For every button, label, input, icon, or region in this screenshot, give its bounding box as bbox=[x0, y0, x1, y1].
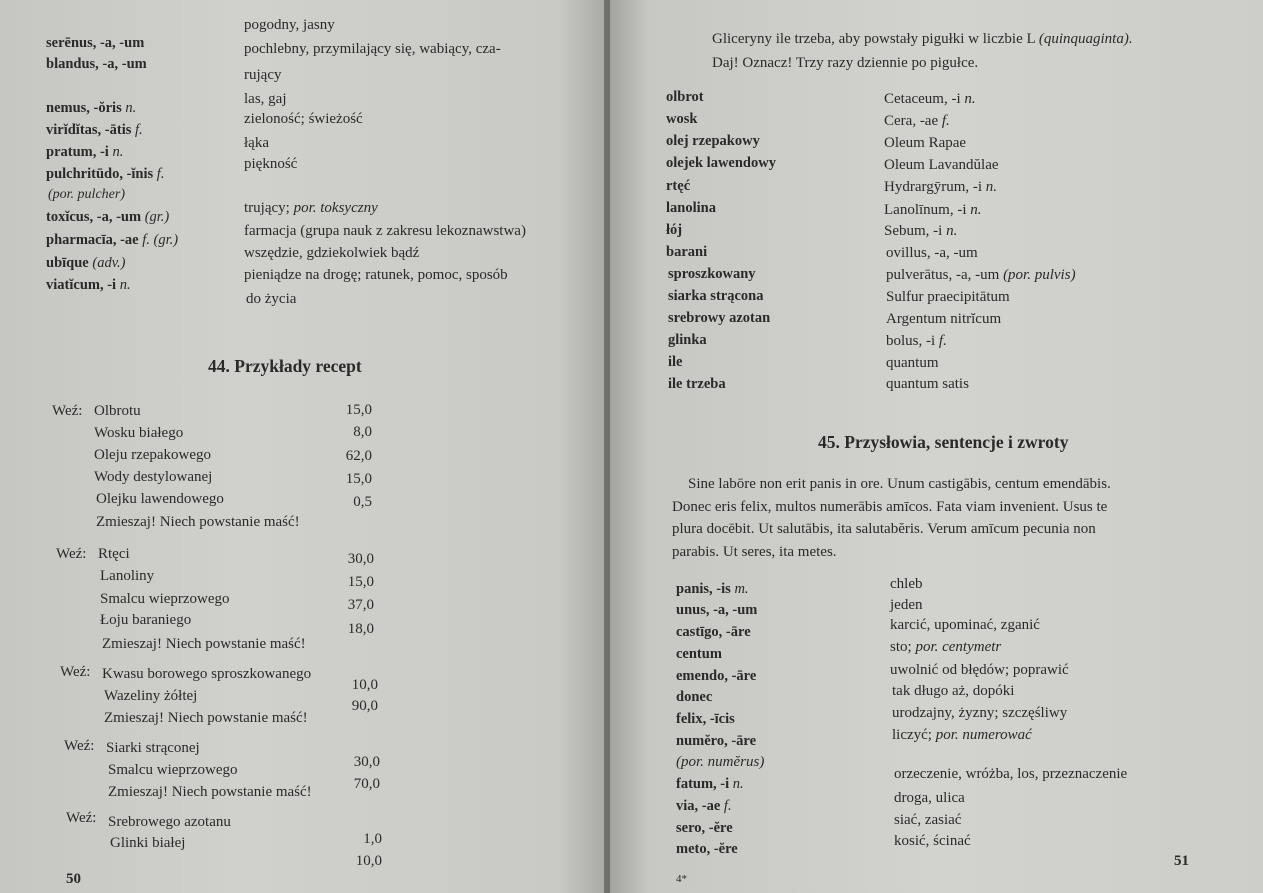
polish-term: wosk bbox=[666, 111, 698, 127]
recipe-amount: 37,0 bbox=[347, 597, 374, 613]
latin-equivalent: Lanolīnum, -i n. bbox=[884, 202, 982, 218]
polish-term: glinka bbox=[668, 332, 707, 348]
recipe-amount: 62,0 bbox=[345, 448, 372, 464]
latin-term: sero, -ĕre bbox=[676, 820, 733, 836]
latin-term: via, -ae f. bbox=[676, 798, 732, 814]
latin-equivalent: bolus, -i f. bbox=[886, 333, 947, 349]
intro-line: Gliceryny ile trzeba, aby powstały pigułki w liczbie L (quinquaginta). bbox=[712, 31, 1133, 47]
polish-definition: droga, ulica bbox=[894, 790, 965, 806]
page-number: 50 bbox=[66, 871, 81, 887]
latin-term: pulchritūdo, -ĭnis f. bbox=[46, 166, 165, 182]
recipe-closing: Zmieszaj! Niech powstanie maść! bbox=[104, 710, 308, 726]
polish-term: sproszkowany bbox=[668, 266, 756, 282]
latin-term: serēnus, -a, -um bbox=[46, 35, 145, 51]
recipe-ingredient: Siarki strąconej bbox=[106, 740, 200, 756]
latin-term: fatum, -i n. bbox=[676, 776, 744, 792]
recipe-ingredient: Glinki białej bbox=[110, 835, 186, 851]
latin-term: numĕro, -āre bbox=[676, 733, 757, 749]
recipe-label: Weź: bbox=[64, 738, 95, 754]
recipe-ingredient: Olbrotu bbox=[94, 403, 141, 419]
latin-term: virĭdĭtas, -ātis f. bbox=[46, 122, 143, 138]
latin-equivalent: Oleum Rapae bbox=[884, 135, 967, 151]
recipe-ingredient: Łoju baraniego bbox=[100, 612, 192, 628]
polish-definition: pochlebny, przymilający się, wabiący, cza- bbox=[244, 41, 501, 57]
recipe-label: Weź: bbox=[56, 546, 87, 562]
latin-equivalent: quantum satis bbox=[886, 376, 969, 392]
polish-definition-cont: do życia bbox=[246, 291, 297, 307]
latin-equivalent: quantum bbox=[886, 355, 939, 371]
latin-equivalent: Cera, -ae f. bbox=[884, 113, 950, 129]
recipe-amount: 1,0 bbox=[363, 831, 382, 847]
polish-definition: pogodny, jasny bbox=[244, 17, 335, 33]
intro-line: Daj! Oznacz! Trzy razy dziennie po pigułce. bbox=[712, 55, 979, 71]
latin-equivalent: Sulfur praecipitātum bbox=[886, 289, 1010, 305]
recipe-ingredient: Smalcu wieprzowego bbox=[100, 591, 230, 607]
page-number: 51 bbox=[1174, 853, 1189, 869]
latin-equivalent: Oleum Lavandŭlae bbox=[884, 157, 999, 173]
recipe-ingredient: Oleju rzepakowego bbox=[94, 447, 212, 463]
latin-term: nemus, -ŏris n. bbox=[46, 100, 137, 116]
polish-term: rtęć bbox=[666, 178, 691, 194]
polish-definition: farmacja (grupa nauk z zakresu lekoznawstwa) bbox=[244, 223, 526, 239]
recipe-amount: 90,0 bbox=[351, 698, 378, 714]
recipe-amount: 30,0 bbox=[347, 551, 374, 567]
recipe-amount: 10,0 bbox=[355, 853, 382, 869]
proverbs-paragraph: Sine labōre non erit panis in ore. Unum castigābis, centum emendābis. Donec eris felix, multos numerābis amīcos. Fata viam invenient. Usus te plura docēbit. Ut salutābis, ita salutabĕris. Verum amīcum pecunia non parabis. Ut seres, ita metes. bbox=[672, 476, 1111, 560]
latin-term: ubīque (adv.) bbox=[46, 255, 126, 271]
recipe-ingredient: Lanoliny bbox=[100, 568, 155, 584]
polish-term: lanolina bbox=[666, 200, 716, 216]
polish-definition: trujący; por. toksyczny bbox=[244, 200, 378, 216]
polish-term: olejek lawendowy bbox=[666, 155, 776, 171]
polish-term: barani bbox=[666, 244, 708, 260]
latin-term: toxĭcus, -a, -um (gr.) bbox=[46, 209, 170, 225]
recipe-closing: Zmieszaj! Niech powstanie maść! bbox=[108, 784, 312, 800]
latin-equivalent: Sebum, -i n. bbox=[884, 223, 958, 239]
latin-term: viatĭcum, -i n. bbox=[46, 277, 131, 293]
section-title: 44. Przykłady recept bbox=[208, 356, 362, 376]
recipe-ingredient: Srebrowego azotanu bbox=[108, 814, 231, 830]
polish-term: srebrowy azotan bbox=[668, 310, 771, 326]
recipe-closing: Zmieszaj! Niech powstanie maść! bbox=[102, 636, 306, 652]
latin-term: felix, -īcis bbox=[676, 711, 735, 727]
latin-equivalent: pulverātus, -a, -um (por. pulvis) bbox=[886, 267, 1076, 283]
polish-definition: uwolnić od błędów; poprawić bbox=[890, 662, 1069, 678]
latin-equivalent: Argentum nitrĭcum bbox=[886, 311, 1002, 327]
latin-equivalent: Hydrargȳrum, -i n. bbox=[884, 179, 998, 195]
recipe-ingredient: Olejku lawendowego bbox=[96, 491, 224, 507]
signature-mark: 4* bbox=[676, 873, 687, 885]
polish-term: siarka strącona bbox=[668, 288, 764, 304]
polish-definition: orzeczenie, wróżba, los, przeznaczenie bbox=[894, 766, 1128, 782]
polish-definition: łąka bbox=[244, 135, 269, 151]
polish-term: olej rzepakowy bbox=[666, 133, 760, 149]
polish-definition: sto; por. centymetr bbox=[890, 639, 1002, 655]
latin-note: (por. pulcher) bbox=[48, 187, 125, 202]
latin-term: meto, -ĕre bbox=[676, 841, 738, 857]
latin-equivalent: ovillus, -a, -um bbox=[886, 245, 978, 261]
latin-term: donec bbox=[676, 689, 713, 705]
polish-definition: zieloność; świeżość bbox=[244, 111, 363, 127]
latin-term: castīgo, -āre bbox=[676, 624, 751, 640]
polish-definition: las, gaj bbox=[244, 91, 287, 107]
recipe-ingredient: Kwasu borowego sproszkowanego bbox=[102, 666, 312, 682]
recipe-label: Weź: bbox=[66, 810, 97, 826]
latin-term: pharmacīa, -ae f. (gr.) bbox=[46, 232, 179, 248]
recipe-closing: Zmieszaj! Niech powstanie maść! bbox=[96, 514, 300, 530]
latin-term: panis, -is m. bbox=[676, 581, 749, 597]
recipe-amount: 0,5 bbox=[353, 494, 372, 510]
polish-definition: karcić, upominać, zganić bbox=[890, 617, 1040, 633]
recipe-ingredient: Smalcu wieprzowego bbox=[108, 762, 238, 778]
recipe-label: Weź: bbox=[60, 664, 91, 680]
section-title: 45. Przysłowia, sentencje i zwroty bbox=[818, 432, 1069, 452]
latin-term: blandus, -a, -um bbox=[46, 56, 147, 72]
polish-term: ile bbox=[668, 354, 683, 370]
polish-term: olbrot bbox=[666, 89, 704, 105]
latin-term: emendo, -āre bbox=[676, 668, 757, 684]
polish-definition: wszędzie, gdziekolwiek bądź bbox=[244, 245, 420, 261]
polish-definition: liczyć; por. numerować bbox=[892, 727, 1032, 743]
recipe-amount: 8,0 bbox=[353, 424, 372, 440]
polish-definition-cont: rujący bbox=[244, 67, 282, 83]
recipe-ingredient: Rtęci bbox=[98, 546, 130, 562]
polish-definition: urodzajny, żyzny; szczęśliwy bbox=[892, 705, 1068, 721]
recipe-amount: 10,0 bbox=[351, 677, 378, 693]
polish-definition: pieniądze na drogę; ratunek, pomoc, sposób bbox=[244, 267, 508, 283]
latin-term: unus, -a, -um bbox=[676, 602, 758, 618]
recipe-ingredient: Wazeliny żółtej bbox=[104, 688, 198, 704]
recipe-amount: 70,0 bbox=[353, 776, 380, 792]
polish-definition: siać, zasiać bbox=[894, 812, 962, 828]
polish-term: łój bbox=[666, 222, 683, 238]
recipe-ingredient: Wody destylowanej bbox=[94, 469, 213, 485]
recipe-label: Weź: bbox=[52, 403, 83, 419]
latin-note: (por. numĕrus) bbox=[676, 754, 765, 770]
right-page bbox=[610, 0, 1263, 893]
left-page bbox=[0, 0, 606, 893]
recipe-ingredient: Wosku białego bbox=[94, 425, 184, 441]
polish-term: ile trzeba bbox=[668, 376, 726, 392]
recipe-amount: 30,0 bbox=[353, 754, 380, 770]
polish-definition: tak długo aż, dopóki bbox=[892, 683, 1015, 699]
latin-equivalent: Cetaceum, -i n. bbox=[884, 91, 976, 107]
recipe-amount: 18,0 bbox=[347, 621, 374, 637]
polish-definition: chleb bbox=[890, 576, 923, 592]
recipe-amount: 15,0 bbox=[345, 471, 372, 487]
polish-definition: kosić, ścinać bbox=[894, 833, 971, 849]
latin-term: pratum, -i n. bbox=[46, 144, 124, 160]
latin-term: centum bbox=[676, 646, 722, 662]
recipe-amount: 15,0 bbox=[347, 574, 374, 590]
polish-definition: jeden bbox=[890, 597, 923, 613]
polish-definition: piękność bbox=[244, 156, 298, 172]
recipe-amount: 15,0 bbox=[345, 402, 372, 418]
